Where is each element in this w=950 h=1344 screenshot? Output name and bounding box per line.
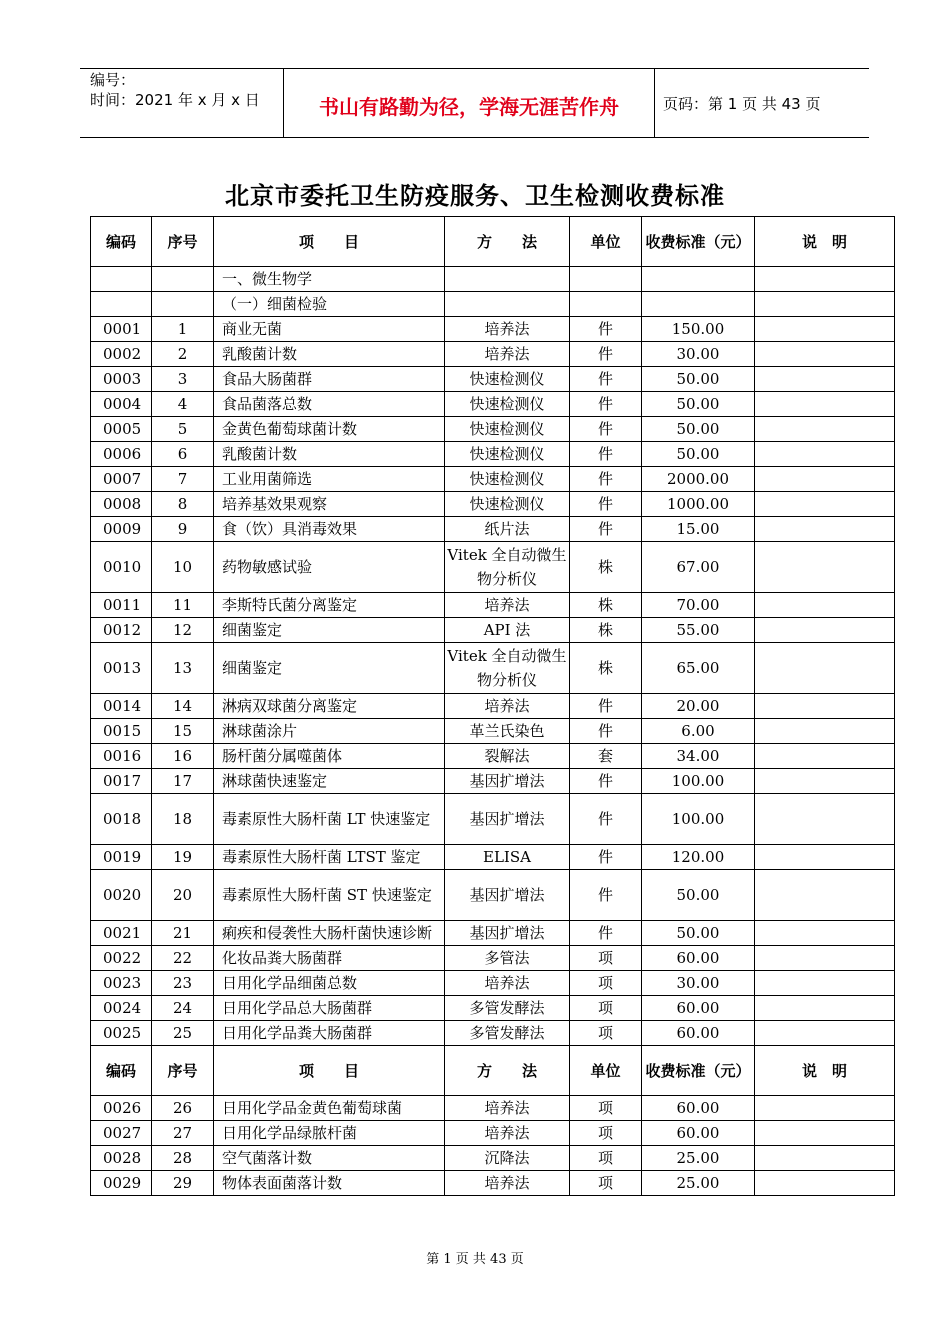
cell-item: 食品大肠菌群 — [214, 367, 445, 392]
cell-item: 乳酸菌计数 — [214, 442, 445, 467]
cell-item: 物体表面菌落计数 — [214, 1171, 445, 1196]
cell-seq: 21 — [152, 921, 214, 946]
cell-item: 淋病双球菌分离鉴定 — [214, 694, 445, 719]
cell-unit: 株 — [570, 593, 642, 618]
table-row — [91, 694, 895, 719]
cell-method: API 法 — [445, 618, 570, 643]
column-header-note: 说 明 — [755, 1046, 895, 1096]
section-label: 一、微生物学 — [214, 267, 445, 292]
number-label: 编号： — [90, 71, 136, 89]
cell-seq: 5 — [152, 417, 214, 442]
table-row — [91, 367, 895, 392]
table-row — [91, 744, 895, 769]
cell-fee — [642, 292, 755, 317]
cell-fee: 50.00 — [642, 442, 755, 467]
page-footer: 第 1 页 共 43 页 — [426, 1252, 524, 1267]
cell-unit: 株 — [570, 542, 642, 593]
column-header-seq: 序号 — [152, 217, 214, 267]
cell-code: 0007 — [91, 467, 152, 492]
cell-fee: 100.00 — [642, 769, 755, 794]
table-row — [91, 946, 895, 971]
table-row — [91, 467, 895, 492]
cell-item: 乳酸菌计数 — [214, 342, 445, 367]
cell-fee: 25.00 — [642, 1146, 755, 1171]
cell-seq: 1 — [152, 317, 214, 342]
cell-method: ELISA — [445, 845, 570, 870]
cell-note — [755, 1096, 895, 1121]
cell-code: 0011 — [91, 593, 152, 618]
cell-unit: 件 — [570, 392, 642, 417]
cell-unit: 件 — [570, 870, 642, 921]
cell-unit: 件 — [570, 367, 642, 392]
cell-method: 培养法 — [445, 317, 570, 342]
cell-unit: 套 — [570, 744, 642, 769]
cell-seq: 9 — [152, 517, 214, 542]
table-row — [91, 845, 895, 870]
table-row — [91, 1021, 895, 1046]
cell-code: 0002 — [91, 342, 152, 367]
table-row — [91, 1146, 895, 1171]
cell-code: 0003 — [91, 367, 152, 392]
cell-method: 快速检测仪 — [445, 492, 570, 517]
cell-unit: 株 — [570, 618, 642, 643]
cell-seq: 27 — [152, 1121, 214, 1146]
cell-method — [445, 267, 570, 292]
cell-seq: 6 — [152, 442, 214, 467]
cell-note — [755, 593, 895, 618]
cell-item: 日用化学品绿脓杆菌 — [214, 1121, 445, 1146]
time-label: 时间：2021 年 x 月 x 日 — [90, 91, 260, 109]
cell-method: 培养法 — [445, 1171, 570, 1196]
cell-seq: 16 — [152, 744, 214, 769]
table-row — [91, 542, 895, 593]
table-row — [91, 971, 895, 996]
cell-code: 0006 — [91, 442, 152, 467]
column-header-item: 项 目 — [214, 1046, 445, 1096]
table-row — [91, 392, 895, 417]
cell-item: 毒素原性大肠杆菌 LTST 鉴定 — [214, 845, 445, 870]
table-row — [91, 417, 895, 442]
cell-method: 培养法 — [445, 593, 570, 618]
cell-code: 0015 — [91, 719, 152, 744]
cell-fee: 1000.00 — [642, 492, 755, 517]
cell-fee: 60.00 — [642, 1021, 755, 1046]
cell-unit: 件 — [570, 921, 642, 946]
cell-code: 0028 — [91, 1146, 152, 1171]
column-header-code: 编码 — [91, 217, 152, 267]
cell-fee: 50.00 — [642, 870, 755, 921]
cell-seq — [152, 292, 214, 317]
cell-item: 细菌鉴定 — [214, 618, 445, 643]
cell-code: 0021 — [91, 921, 152, 946]
cell-note — [755, 342, 895, 367]
cell-unit: 件 — [570, 467, 642, 492]
cell-unit: 项 — [570, 1021, 642, 1046]
cell-fee: 60.00 — [642, 1121, 755, 1146]
section-row — [91, 292, 895, 317]
cell-fee: 50.00 — [642, 367, 755, 392]
cell-code: 0008 — [91, 492, 152, 517]
table-row — [91, 1171, 895, 1196]
cell-item: 淋球菌涂片 — [214, 719, 445, 744]
cell-note — [755, 367, 895, 392]
cell-seq: 4 — [152, 392, 214, 417]
cell-note — [755, 971, 895, 996]
cell-unit: 件 — [570, 769, 642, 794]
table-row — [91, 517, 895, 542]
table-row — [91, 769, 895, 794]
cell-fee: 60.00 — [642, 996, 755, 1021]
cell-unit: 项 — [570, 1096, 642, 1121]
cell-code: 0023 — [91, 971, 152, 996]
cell-method: 培养法 — [445, 694, 570, 719]
cell-method: 基因扩增法 — [445, 769, 570, 794]
table-row — [91, 1096, 895, 1121]
table-row — [91, 643, 895, 694]
cell-seq: 14 — [152, 694, 214, 719]
cell-item: 食（饮）具消毒效果 — [214, 517, 445, 542]
cell-note — [755, 946, 895, 971]
column-header-item: 项 目 — [214, 217, 445, 267]
cell-fee: 15.00 — [642, 517, 755, 542]
cell-method: 革兰氏染色 — [445, 719, 570, 744]
cell-item: 淋球菌快速鉴定 — [214, 769, 445, 794]
cell-fee — [642, 267, 755, 292]
cell-method: 快速检测仪 — [445, 417, 570, 442]
cell-seq: 12 — [152, 618, 214, 643]
cell-fee: 100.00 — [642, 794, 755, 845]
cell-fee: 150.00 — [642, 317, 755, 342]
cell-note — [755, 517, 895, 542]
cell-note — [755, 845, 895, 870]
cell-code: 0001 — [91, 317, 152, 342]
cell-method: 快速检测仪 — [445, 367, 570, 392]
motto: 书山有路勤为径，学海无涯苦作舟 — [319, 95, 619, 119]
cell-item: 日用化学品细菌总数 — [214, 971, 445, 996]
cell-fee: 6.00 — [642, 719, 755, 744]
cell-method: 培养法 — [445, 342, 570, 367]
cell-fee: 50.00 — [642, 417, 755, 442]
cell-code: 0013 — [91, 643, 152, 694]
cell-note — [755, 643, 895, 694]
table-row — [91, 921, 895, 946]
cell-unit: 件 — [570, 794, 642, 845]
cell-fee: 2000.00 — [642, 467, 755, 492]
cell-code: 0029 — [91, 1171, 152, 1196]
cell-code: 0004 — [91, 392, 152, 417]
cell-method: 培养法 — [445, 971, 570, 996]
cell-note — [755, 1171, 895, 1196]
cell-note — [755, 1021, 895, 1046]
cell-seq: 18 — [152, 794, 214, 845]
cell-fee: 60.00 — [642, 1096, 755, 1121]
cell-code: 0012 — [91, 618, 152, 643]
cell-method: 基因扩增法 — [445, 921, 570, 946]
table-row — [91, 719, 895, 744]
column-header-method: 方 法 — [445, 1046, 570, 1096]
table-row — [91, 593, 895, 618]
cell-seq: 19 — [152, 845, 214, 870]
cell-fee: 50.00 — [642, 392, 755, 417]
cell-item: 培养基效果观察 — [214, 492, 445, 517]
cell-method: 快速检测仪 — [445, 442, 570, 467]
cell-item: 李斯特氏菌分离鉴定 — [214, 593, 445, 618]
cell-seq: 29 — [152, 1171, 214, 1196]
table-row — [91, 317, 895, 342]
cell-note — [755, 267, 895, 292]
cell-code: 0017 — [91, 769, 152, 794]
table-row — [91, 618, 895, 643]
cell-item: 肠杆菌分属噬菌体 — [214, 744, 445, 769]
cell-note — [755, 1146, 895, 1171]
cell-item: 毒素原性大肠杆菌 LT 快速鉴定 — [214, 794, 445, 845]
cell-seq: 3 — [152, 367, 214, 392]
cell-fee: 34.00 — [642, 744, 755, 769]
cell-code: 0019 — [91, 845, 152, 870]
cell-note — [755, 542, 895, 593]
table-row — [91, 342, 895, 367]
section-row — [91, 267, 895, 292]
table-header-row — [91, 217, 895, 267]
cell-note — [755, 492, 895, 517]
cell-fee: 20.00 — [642, 694, 755, 719]
table-row — [91, 1121, 895, 1146]
cell-code: 0026 — [91, 1096, 152, 1121]
cell-item: 日用化学品金黄色葡萄球菌 — [214, 1096, 445, 1121]
cell-fee: 60.00 — [642, 946, 755, 971]
cell-code: 0024 — [91, 996, 152, 1021]
cell-note — [755, 921, 895, 946]
cell-note — [755, 996, 895, 1021]
cell-item: 食品菌落总数 — [214, 392, 445, 417]
cell-seq: 25 — [152, 1021, 214, 1046]
column-header-unit: 单位 — [570, 1046, 642, 1096]
cell-seq: 13 — [152, 643, 214, 694]
table-row — [91, 870, 895, 921]
cell-note — [755, 719, 895, 744]
header-page-cell — [655, 69, 869, 137]
cell-unit — [570, 267, 642, 292]
table-header-row — [91, 1046, 895, 1096]
cell-code: 0016 — [91, 744, 152, 769]
table-row — [91, 442, 895, 467]
cell-seq: 10 — [152, 542, 214, 593]
cell-code: 0027 — [91, 1121, 152, 1146]
cell-item: 细菌鉴定 — [214, 643, 445, 694]
cell-seq: 20 — [152, 870, 214, 921]
cell-item: 工业用菌筛选 — [214, 467, 445, 492]
cell-note — [755, 467, 895, 492]
cell-code: 0022 — [91, 946, 152, 971]
cell-note — [755, 794, 895, 845]
cell-unit: 项 — [570, 996, 642, 1021]
fee-table-body — [91, 217, 895, 1196]
cell-code: 0010 — [91, 542, 152, 593]
cell-unit: 件 — [570, 719, 642, 744]
page-title: 北京市委托卫生防疫服务、卫生检测收费标准 — [225, 181, 725, 210]
cell-item: 日用化学品粪大肠菌群 — [214, 1021, 445, 1046]
cell-unit: 件 — [570, 492, 642, 517]
cell-note — [755, 417, 895, 442]
cell-unit: 项 — [570, 946, 642, 971]
cell-method: 培养法 — [445, 1121, 570, 1146]
cell-code: 0025 — [91, 1021, 152, 1046]
cell-unit: 株 — [570, 643, 642, 694]
cell-seq: 2 — [152, 342, 214, 367]
cell-code — [91, 267, 152, 292]
cell-item: 药物敏感试验 — [214, 542, 445, 593]
cell-code: 0005 — [91, 417, 152, 442]
cell-fee: 30.00 — [642, 342, 755, 367]
cell-method: 沉降法 — [445, 1146, 570, 1171]
cell-note — [755, 618, 895, 643]
cell-unit: 件 — [570, 317, 642, 342]
cell-unit: 项 — [570, 971, 642, 996]
cell-fee: 55.00 — [642, 618, 755, 643]
cell-method: Vitek 全自动微生物分析仪 — [445, 542, 570, 593]
table-row — [91, 492, 895, 517]
cell-seq: 15 — [152, 719, 214, 744]
cell-item: 金黄色葡萄球菌计数 — [214, 417, 445, 442]
cell-seq: 28 — [152, 1146, 214, 1171]
cell-code: 0020 — [91, 870, 152, 921]
cell-item: 痢疾和侵袭性大肠杆菌快速诊断 — [214, 921, 445, 946]
cell-method: 快速检测仪 — [445, 467, 570, 492]
cell-method: 多管法 — [445, 946, 570, 971]
cell-code: 0009 — [91, 517, 152, 542]
cell-note — [755, 392, 895, 417]
cell-item: 空气菌落计数 — [214, 1146, 445, 1171]
cell-fee: 25.00 — [642, 1171, 755, 1196]
cell-seq: 23 — [152, 971, 214, 996]
column-header-seq: 序号 — [152, 1046, 214, 1096]
cell-fee: 120.00 — [642, 845, 755, 870]
column-header-note: 说 明 — [755, 217, 895, 267]
cell-method: 基因扩增法 — [445, 794, 570, 845]
page-label: 页码：第 1 页 共 43 页 — [663, 95, 821, 113]
document-header — [80, 68, 869, 138]
cell-seq: 24 — [152, 996, 214, 1021]
cell-code: 0014 — [91, 694, 152, 719]
cell-note — [755, 694, 895, 719]
cell-item: 毒素原性大肠杆菌 ST 快速鉴定 — [214, 870, 445, 921]
column-header-fee: 收费标准（元） — [642, 217, 755, 267]
cell-method: 多管发酵法 — [445, 996, 570, 1021]
cell-note — [755, 769, 895, 794]
column-header-code: 编码 — [91, 1046, 152, 1096]
cell-unit: 件 — [570, 417, 642, 442]
cell-seq: 8 — [152, 492, 214, 517]
cell-seq: 11 — [152, 593, 214, 618]
cell-code — [91, 292, 152, 317]
cell-method: 培养法 — [445, 1096, 570, 1121]
fee-table — [90, 216, 895, 1196]
section-label: （一）细菌检验 — [214, 292, 445, 317]
cell-seq — [152, 267, 214, 292]
cell-unit: 项 — [570, 1171, 642, 1196]
cell-seq: 17 — [152, 769, 214, 794]
cell-seq: 26 — [152, 1096, 214, 1121]
table-row — [91, 794, 895, 845]
cell-fee: 30.00 — [642, 971, 755, 996]
column-header-fee: 收费标准（元） — [642, 1046, 755, 1096]
cell-unit — [570, 292, 642, 317]
cell-method — [445, 292, 570, 317]
cell-item: 商业无菌 — [214, 317, 445, 342]
column-header-unit: 单位 — [570, 217, 642, 267]
cell-method: 快速检测仪 — [445, 392, 570, 417]
cell-fee: 70.00 — [642, 593, 755, 618]
cell-seq: 22 — [152, 946, 214, 971]
cell-note — [755, 442, 895, 467]
cell-item: 日用化学品总大肠菌群 — [214, 996, 445, 1021]
cell-fee: 50.00 — [642, 921, 755, 946]
cell-method: 多管发酵法 — [445, 1021, 570, 1046]
table-row — [91, 996, 895, 1021]
cell-method: 裂解法 — [445, 744, 570, 769]
cell-note — [755, 1121, 895, 1146]
cell-fee: 65.00 — [642, 643, 755, 694]
cell-seq: 7 — [152, 467, 214, 492]
cell-fee: 67.00 — [642, 542, 755, 593]
cell-note — [755, 744, 895, 769]
cell-method: 基因扩增法 — [445, 870, 570, 921]
cell-unit: 件 — [570, 442, 642, 467]
cell-unit: 项 — [570, 1146, 642, 1171]
cell-unit: 件 — [570, 694, 642, 719]
cell-note — [755, 292, 895, 317]
cell-item: 化妆品粪大肠菌群 — [214, 946, 445, 971]
header-meta-cell — [80, 69, 284, 137]
cell-unit: 件 — [570, 845, 642, 870]
header-motto-cell — [284, 69, 655, 137]
cell-note — [755, 317, 895, 342]
column-header-method: 方 法 — [445, 217, 570, 267]
cell-unit: 项 — [570, 1121, 642, 1146]
cell-unit: 件 — [570, 517, 642, 542]
cell-note — [755, 870, 895, 921]
cell-method: 纸片法 — [445, 517, 570, 542]
cell-unit: 件 — [570, 342, 642, 367]
cell-method: Vitek 全自动微生物分析仪 — [445, 643, 570, 694]
cell-code: 0018 — [91, 794, 152, 845]
